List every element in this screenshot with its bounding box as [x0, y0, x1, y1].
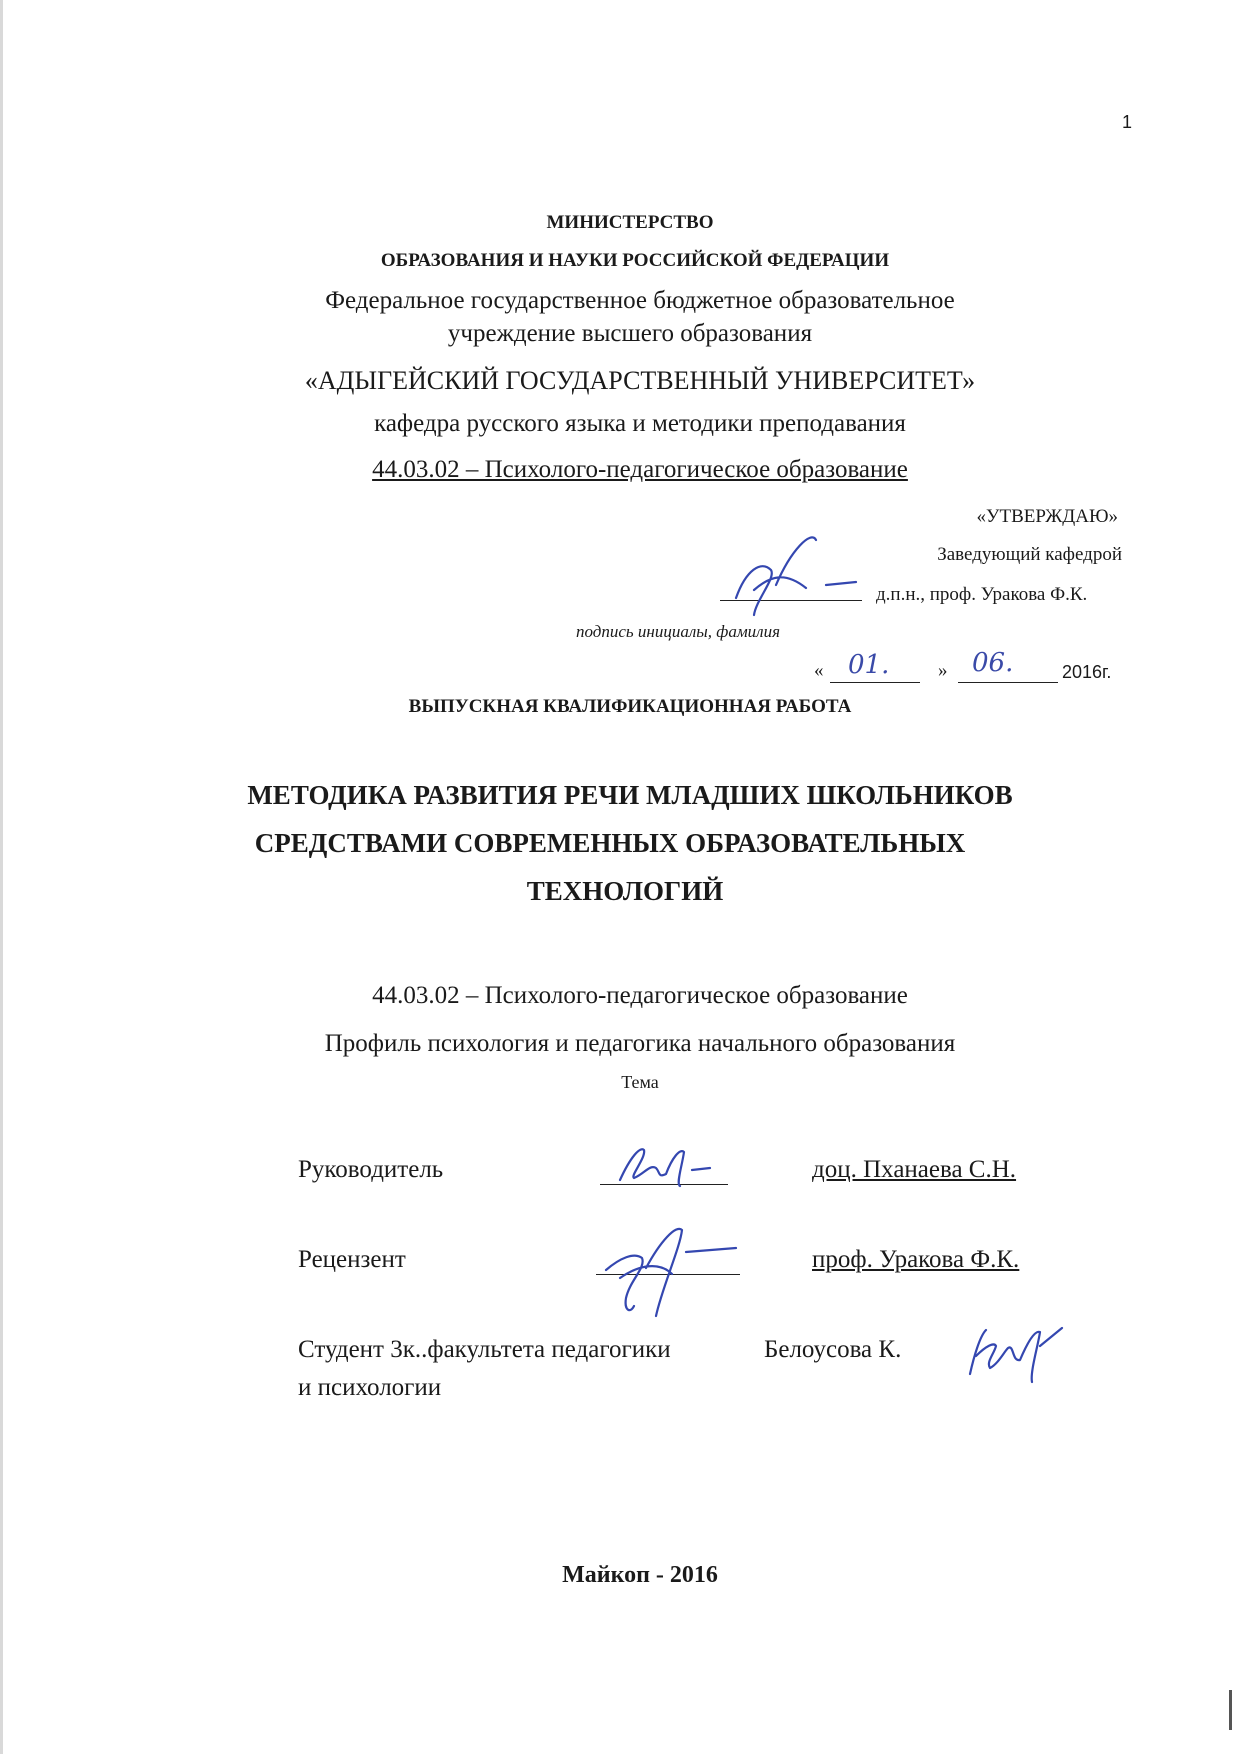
- date-month: 06.: [972, 648, 1014, 678]
- date-year: 2016г.: [1062, 662, 1112, 682]
- university-name: «АДЫГЕЙСКИЙ ГОСУДАРСТВЕННЫЙ УНИВЕРСИТЕТ»: [304, 366, 976, 395]
- reviewer-signature: [590, 1218, 750, 1328]
- department-name: кафедра русского языка и методики преподавания: [374, 410, 906, 437]
- program-code-header: 44.03.02 – Психолого-педагогическое образование: [372, 456, 908, 483]
- date-quote-close: »: [938, 660, 948, 681]
- approval-stamp: «УТВЕРЖДАЮ»: [976, 506, 1118, 527]
- date-day: 01.: [848, 650, 890, 680]
- reviewer-label: Рецензент: [298, 1246, 406, 1273]
- date-day-line: [830, 682, 920, 683]
- supervisor-name: доц. Пханаева С.Н.: [812, 1156, 1017, 1183]
- thesis-title-line-3: ТЕХНОЛОГИЙ: [526, 876, 724, 906]
- work-type: ВЫПУСКНАЯ КВАЛИФИКАЦИОННАЯ РАБОТА: [408, 696, 852, 717]
- page-number: 1: [1122, 112, 1133, 132]
- program-profile: Профиль психология и педагогика начального образования: [324, 1030, 956, 1057]
- ministry-line-2: ОБРАЗОВАНИЯ И НАУКИ РОССИЙСКОЙ ФЕДЕРАЦИИ: [380, 250, 890, 271]
- student-signature: [956, 1316, 1076, 1396]
- approval-name: д.п.н., проф. Уракова Ф.К.: [876, 584, 1088, 605]
- reviewer-name: проф. Уракова Ф.К.: [812, 1246, 1020, 1273]
- student-label: Студент 3к..факультета педагогики: [298, 1336, 671, 1363]
- date-month-line: [958, 682, 1058, 683]
- student-name: Белоусова К.: [764, 1336, 902, 1363]
- scan-mark: [1229, 1690, 1232, 1730]
- supervisor-signature: [600, 1138, 740, 1198]
- city-year: Майкоп - 2016: [562, 1562, 718, 1588]
- thesis-title-line-2: СРЕДСТВАМИ СОВРЕМЕННЫХ ОБРАЗОВАТЕЛЬНЫХ: [254, 828, 966, 858]
- ministry-line-1: МИНИСТЕРСТВО: [546, 212, 714, 233]
- program-code: 44.03.02 – Психолого-педагогическое образование: [372, 982, 908, 1009]
- topic-caption: Тема: [621, 1072, 659, 1092]
- student-label-line-2: и психологии: [298, 1374, 442, 1401]
- supervisor-label: Руководитель: [298, 1156, 444, 1183]
- approval-role: Заведующий кафедрой: [937, 544, 1122, 565]
- institution-line-2: учреждение высшего образования: [447, 320, 813, 347]
- thesis-title-line-1: МЕТОДИКА РАЗВИТИЯ РЕЧИ МЛАДШИХ ШКОЛЬНИКОВ: [247, 780, 1013, 810]
- institution-line-1: Федеральное государственное бюджетное образовательное: [325, 287, 955, 314]
- head-signature: [716, 530, 876, 620]
- date-quote-open: «: [814, 660, 824, 681]
- signature-caption: подпись инициалы, фамилия: [576, 622, 780, 641]
